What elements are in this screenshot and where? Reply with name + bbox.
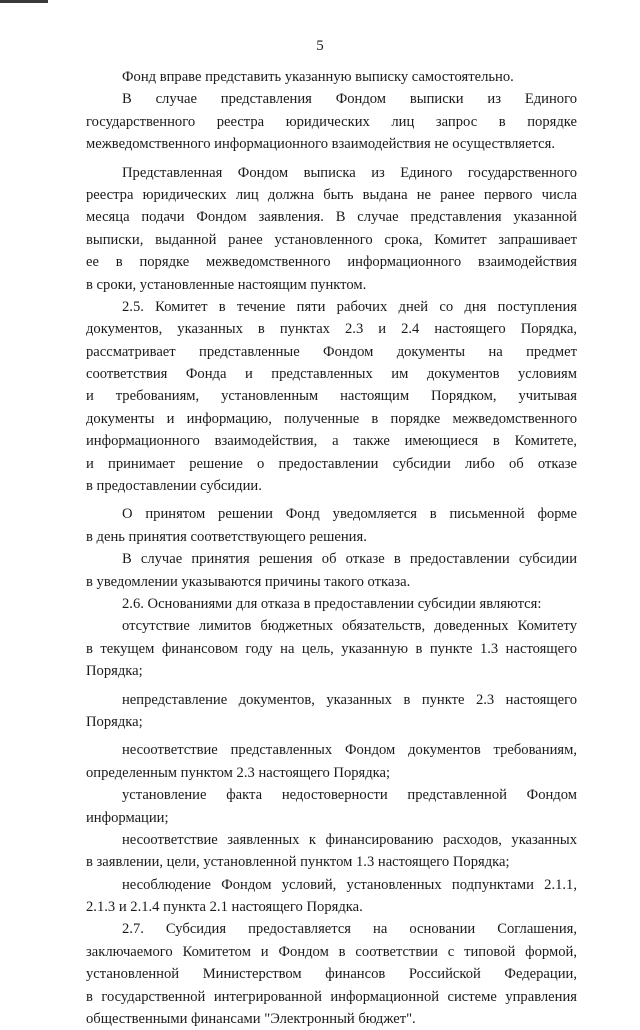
text-line: 2.1.3 и 2.1.4 пункта 2.1 настоящего Порядка. — [86, 899, 363, 916]
text-line: В случае представления Фондом выписки из Единого — [122, 91, 577, 108]
paragraph — [86, 296, 577, 498]
text-line: О принятом решении Фонд уведомляется в письменной форме — [122, 506, 577, 523]
text-line: документов, указанных в пунктах 2.3 и 2.4 настоящего Порядка, — [86, 321, 577, 338]
text-line: в заявлении, цели, установленной пунктом 1.3 настоящего Порядка; — [86, 854, 510, 871]
paragraph — [86, 784, 577, 829]
text-line: отсутствие лимитов бюджетных обязательств, доведенных Комитету — [122, 618, 577, 635]
paragraph — [86, 548, 577, 593]
text-line: 2.7. Субсидия предоставляется на основании Соглашения, — [122, 921, 577, 938]
text-line: Фонд вправе представить указанную выписку самостоятельно. — [122, 69, 514, 85]
text-line: месяца подачи Фондом заявления. В случае представления указанной — [86, 209, 577, 226]
paragraph — [86, 739, 577, 784]
text-line: В случае принятия решения об отказе в предоставлении субсидии — [122, 551, 577, 568]
page-number: 5 — [316, 38, 324, 54]
text-line: государственного реестра юридических лиц запрос в порядке — [86, 113, 577, 130]
text-line: информации; — [86, 809, 169, 826]
text-line: информационного взаимодействия, а также имеющиеся в Комитете, — [86, 433, 577, 450]
text-line: в уведомлении указываются причины такого отказа. — [86, 573, 411, 590]
text-line: Порядка; — [86, 713, 143, 730]
text-line: в день принятия соответствующего решения. — [86, 528, 367, 545]
scan-corner-mark — [0, 0, 48, 3]
text-line: документы и информацию, полученные в порядке межведомственного — [86, 410, 577, 427]
paragraph — [86, 874, 577, 919]
text-line: рассматривает представленные Фондом документы на предмет — [86, 343, 577, 360]
paragraph — [86, 829, 577, 874]
paragraph — [86, 88, 577, 155]
text-line: и принимает решение о предоставлении субсидии либо об отказе — [86, 455, 577, 472]
text-line: 2.6. Основаниями для отказа в предоставлении субсидии являются: — [122, 595, 542, 612]
text-line: заключаемого Комитетом и Фондом в соответствии с типовой формой, — [86, 943, 577, 960]
text-line: несоответствие представленных Фондом документов требованиям, — [122, 742, 577, 759]
text-line: определенным пунктом 2.3 настоящего Порядка; — [86, 764, 391, 781]
text-line: установление факта недостоверности представленной Фондом — [122, 787, 577, 804]
text-line: несоблюдение Фондом условий, установленных подпунктами 2.1.1, — [122, 876, 577, 893]
text-line: выписки, выданной ранее установленного срока, Комитет запрашивает — [86, 231, 577, 248]
text-line: в предоставлении субсидии. — [86, 478, 262, 495]
paragraph — [86, 593, 577, 615]
text-line: Представленная Фондом выписка из Единого государственного — [122, 164, 577, 181]
paragraph — [86, 66, 577, 88]
text-line: в текущем финансовом году на цель, указанную в пункте 1.3 настоящего — [86, 640, 577, 657]
text-line: установленной Министерством финансов Российской Федерации, — [86, 966, 577, 983]
text-line: несоответствие заявленных к финансированию расходов, указанных — [122, 831, 577, 848]
text-line: в сроки, установленные настоящим пунктом. — [86, 276, 367, 293]
paragraph — [86, 918, 577, 1030]
paragraph — [86, 503, 577, 548]
text-line: ее в порядке межведомственного информационного взаимодействия — [86, 254, 577, 271]
text-line: Порядка; — [86, 663, 143, 680]
text-line: общественными финансами "Электронный бюджет". — [86, 1011, 416, 1028]
paragraph — [86, 162, 577, 296]
text-line: в государственной интегрированной информационной системе управления — [86, 988, 577, 1005]
text-line: межведомственного информационного взаимодействия не осуществляется. — [86, 136, 556, 153]
text-line: непредставление документов, указанных в пункте 2.3 настоящего — [122, 691, 577, 708]
text-line: соответствия Фонда и представленных им документов условиям — [86, 366, 577, 383]
paragraph — [86, 615, 577, 682]
text-line: реестра юридических лиц должна быть выдана не ранее первого числа — [86, 186, 577, 203]
text-line: и требованиям, установленным настоящим Порядком, учитывая — [86, 388, 577, 405]
document-body — [86, 66, 577, 1030]
text-line: 2.5. Комитет в течение пяти рабочих дней со дня поступления — [122, 298, 577, 315]
paragraph — [86, 689, 577, 734]
